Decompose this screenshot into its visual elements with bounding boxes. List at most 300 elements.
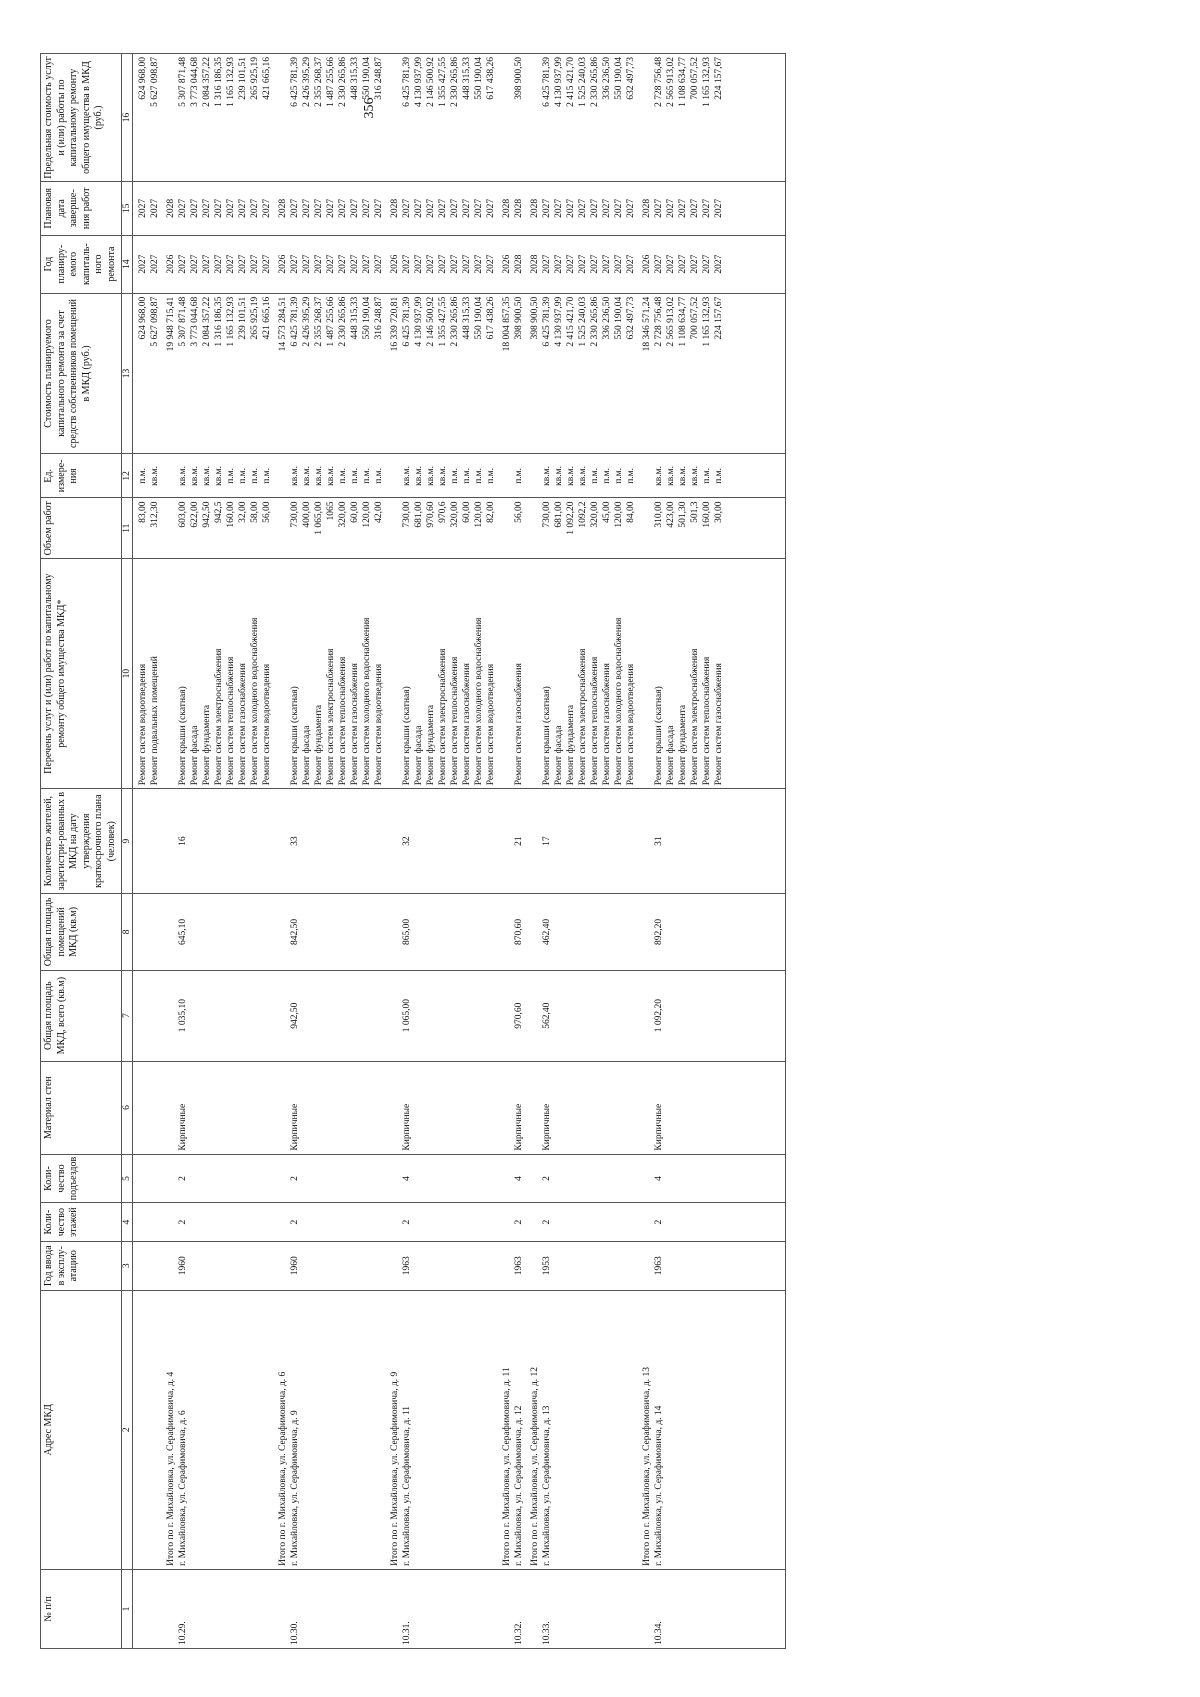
work-cost: 700 057,52 [690,296,700,340]
max-cost: 5 627 098,87 [150,57,160,107]
work-volume: 681,00 [414,501,424,528]
work-unit: кв.м. [554,465,564,486]
work-volume: 312,30 [150,501,160,528]
work-cost: 6 425 781,39 [402,296,412,347]
work-year-cell [385,235,497,293]
work-year: 2027 [566,254,576,274]
total-label: Итого по г. Михайловка, ул. Серафимовича, д. 9 [390,1371,400,1566]
entrances: 4 [654,1176,664,1181]
work-unit: п.м. [486,467,496,484]
work-volume: 56,00 [262,501,272,523]
spacer [165,1206,177,1237]
work-volume: 1092,2 [578,501,588,528]
entrances-cell [273,1154,385,1203]
work-cost: 550 190,04 [362,296,372,340]
year-built-cell [385,1241,497,1290]
work-end: 2027 [326,198,336,218]
wall-material-cell [497,1061,525,1154]
work-item: Ремонт крыши (скатная) [542,686,552,786]
entrances-cell [385,1154,497,1203]
work-cost-cell [273,293,385,454]
wall-material: Кирпичные [178,1103,188,1151]
work-item: Ремонт систем теплоснабжения [338,656,348,786]
work-year: 2027 [678,254,688,274]
work-item: Ремонт систем холодного водоснабжения [362,617,372,786]
work-cost: 5 627 098,87 [150,296,160,347]
floors-cell [385,1203,497,1241]
area-premises-cell [637,894,725,971]
entrances: 4 [402,1176,412,1181]
empty-cell [725,789,786,894]
work-item: Ремонт систем холодного водоснабжения [474,617,484,786]
max-cost: 1 525 240,03 [578,57,588,107]
work-volume-cell [525,498,637,558]
year-built-cell [273,1241,385,1290]
empty-cell [725,293,786,454]
work-year: 2027 [138,254,148,274]
area-premises: 865,00 [402,918,412,945]
max-cost: 2 084 357,22 [202,57,212,107]
work-end: 2027 [178,198,188,218]
total-year: 2026 [642,254,652,274]
work-item-cell [161,558,273,788]
area-total-cell [385,970,497,1061]
residents: 31 [654,836,664,846]
spacer [277,1065,289,1151]
spacer [641,457,653,494]
max-cost: 4 130 937,99 [554,57,564,107]
header-entrances: Коли-чество подъездов [41,1154,122,1203]
column-number-row [121,54,132,1649]
work-unit-cell [497,454,525,498]
residents: 32 [402,836,412,846]
total-cost: 14 573 284,51 [278,296,288,352]
floors-cell [497,1203,525,1241]
entrances: 2 [290,1176,300,1181]
residents-cell [273,789,385,894]
work-item: Ремонт систем электроснабжения [438,648,448,786]
work-cost-cell [385,293,497,454]
work-unit: кв.м. [402,465,412,486]
work-cost-cell [161,293,273,454]
header-area-premises: Общая площадь помещений МКД (кв.м) [41,894,122,971]
empty-cell [725,894,786,971]
work-year: 2027 [414,254,424,274]
work-volume: 970,60 [426,501,436,528]
spacer [165,1065,177,1151]
work-volume: 120,00 [362,501,372,528]
spacer [529,57,541,178]
work-unit: кв.м. [202,465,212,486]
work-year: 2027 [302,254,312,274]
empty-cell [725,1290,786,1569]
work-item: Ремонт фасада [414,725,424,786]
work-cost: 2 084 357,22 [202,296,212,347]
total-label: Итого по г. Михайловка, ул. Серафимовича, д. 13 [642,1366,652,1566]
work-unit: кв.м. [666,465,676,486]
residents: 17 [542,836,552,846]
wall-material-cell [637,1061,725,1154]
work-unit: п.м. [238,467,248,484]
residents: 33 [290,836,300,846]
max-cost: 2 330 265,86 [590,57,600,107]
work-unit: кв.м. [566,465,576,486]
work-volume: 501,30 [678,501,688,528]
empty-cell [725,970,786,1061]
spacer [389,562,401,785]
max-cost: 2 330 265,86 [338,57,348,107]
spacer [165,974,177,1058]
work-item: Ремонт систем газоснабжения [602,663,612,786]
spacer [165,562,177,785]
work-unit: кв.м. [214,465,224,486]
spacer [641,974,653,1058]
header-max-cost: Предельная стоимость услуг и (или) работы по капитальному ремонту общего имущества в МКД (руб.) [41,54,122,182]
work-cost: 632 497,73 [626,296,636,340]
work-unit-cell [273,454,385,498]
year-built [137,1245,149,1287]
work-item: Ремонт крыши (скатная) [654,686,664,786]
col-number: 5 [121,1154,132,1203]
max-cost-cell [497,54,525,182]
table-end-row [725,54,786,1649]
max-cost: 2 728 756,48 [654,57,664,107]
building-row [525,54,637,1649]
area-premises: 892,20 [654,918,664,945]
spacer [277,974,289,1058]
work-item: Ремонт фасада [302,725,312,786]
work-volume: 83,00 [138,501,148,523]
work-cost: 1 165 132,93 [702,296,712,347]
work-end: 2027 [302,198,312,218]
max-cost: 316 248,87 [374,57,384,100]
spacer [165,1158,177,1200]
work-volume: 60,00 [462,501,472,523]
work-year-cell [525,235,637,293]
max-cost: 6 425 781,39 [542,57,552,107]
spacer [389,501,401,554]
work-item: Ремонт фасада [666,725,676,786]
work-volume: 942,5 [214,501,224,523]
total-end: 2028 [530,198,540,218]
total-end: 2028 [642,198,652,218]
work-unit-cell [637,454,725,498]
work-cost: 2 565 913,02 [666,296,676,347]
col-number: 11 [121,498,132,558]
work-end: 2027 [474,198,484,218]
spacer [277,1158,289,1200]
spacer [165,501,177,554]
work-volume: 30,00 [714,501,724,523]
work-unit: п.м. [462,467,472,484]
work-end-cell [133,182,162,236]
year-built-cell [133,1241,162,1290]
work-item-cell [385,558,497,788]
work-item: Ремонт систем электроснабжения [690,648,700,786]
work-cost: 2 426 395,29 [302,296,312,347]
work-unit: кв.м. [542,465,552,486]
work-cost: 1 108 634,77 [678,296,688,347]
spacer [501,1573,513,1645]
spacer [277,792,289,890]
area-total-cell [133,970,162,1061]
total-label: Итого по г. Михайловка, ул. Серафимовича, д. 11 [502,1367,512,1566]
spacer [529,562,541,785]
max-cost: 1 316 186,35 [214,57,224,107]
work-unit: п.м. [362,467,372,484]
max-cost: 265 925,19 [250,57,260,100]
spacer [277,1206,289,1237]
work-year: 2027 [374,254,384,274]
spacer [389,897,401,967]
total-cost: 18 004 857,35 [502,296,512,352]
floors-cell [161,1203,273,1241]
entrances-cell [497,1154,525,1203]
total-year: 2026 [390,254,400,274]
area-total: 1 035,10 [178,999,188,1033]
work-unit: п.м. [374,467,384,484]
spacer [165,57,177,178]
wall-material: Кирпичные [654,1103,664,1151]
work-year: 2027 [578,254,588,274]
work-cost: 2 728 756,48 [654,296,664,347]
work-year: 2027 [250,254,260,274]
work-item: Ремонт систем теплоснабжения [702,656,712,786]
col-number: 4 [121,1203,132,1241]
work-cost: 265 925,19 [250,296,260,340]
work-year: 2027 [290,254,300,274]
work-end: 2027 [450,198,460,218]
work-cost-cell [637,293,725,454]
header-wall: Материал стен [41,1061,122,1154]
area-total: 1 092,20 [654,999,664,1033]
entrances-cell [133,1154,162,1203]
building-row [637,54,725,1649]
row-number-cell [385,1569,497,1648]
area-total: 562,40 [542,1002,552,1029]
spacer [389,974,401,1058]
address-cell [525,1290,637,1569]
spacer [641,1158,653,1200]
work-end: 2027 [262,198,272,218]
work-unit: кв.м. [314,465,324,486]
max-cost: 398 900,50 [514,57,524,100]
work-cost: 1 165 132,93 [226,296,236,347]
work-unit: кв.м. [426,465,436,486]
spacer [277,1573,289,1645]
work-year: 2027 [554,254,564,274]
work-year: 2027 [150,254,160,274]
empty-cell [725,182,786,236]
work-unit: п.м. [350,467,360,484]
work-unit: п.м. [474,467,484,484]
area-premises: 870,60 [514,918,524,945]
year-built: 1963 [654,1256,664,1276]
spacer [529,1206,541,1237]
spacer [641,897,653,967]
wall-material-cell [525,1061,637,1154]
work-cost: 617 438,26 [486,296,496,340]
work-year: 2027 [626,254,636,274]
work-end: 2027 [602,198,612,218]
work-year: 2027 [238,254,248,274]
work-item-cell [133,558,162,788]
work-unit: кв.м. [438,465,448,486]
spacer [501,501,513,554]
work-volume: 120,00 [614,501,624,528]
max-cost: 700 057,52 [690,57,700,100]
work-volume: 320,00 [338,501,348,528]
work-volume-cell [273,498,385,558]
work-end: 2027 [578,198,588,218]
work-end: 2027 [350,198,360,218]
work-item: Ремонт фундамента [426,704,436,786]
work-item: Ремонт систем водоотведения [138,663,148,786]
work-cost: 6 425 781,39 [290,296,300,347]
work-volume-cell [497,498,525,558]
work-item: Ремонт фундамента [202,704,212,786]
wall-material: Кирпичные [290,1103,300,1151]
work-item: Ремонт крыши (скатная) [402,686,412,786]
work-end: 2027 [426,198,436,218]
work-cost: 2 415 421,70 [566,296,576,347]
work-year: 2027 [438,254,448,274]
work-cost-cell [497,293,525,454]
total-end: 2028 [502,198,512,218]
building-row [273,54,385,1649]
total-cost: 18 346 571,24 [642,296,652,352]
work-volume: 1065 [326,501,336,521]
address-cell [637,1290,725,1569]
max-cost: 550 190,04 [362,57,372,100]
total-cost: 19 948 715,41 [166,296,176,352]
work-volume: 320,00 [450,501,460,528]
work-unit: кв.м. [690,465,700,486]
work-cost: 316 248,87 [374,296,384,340]
work-unit: п.м. [250,467,260,484]
work-end: 2027 [462,198,472,218]
header-volume: Объем работ [41,498,122,558]
work-item: Ремонт фундамента [566,704,576,786]
header-num: № п/п [41,1569,122,1648]
floors: 2 [542,1219,552,1225]
work-year: 2027 [714,254,724,274]
area-total: 942,50 [290,1002,300,1029]
work-end: 2027 [666,198,676,218]
spacer [641,562,653,785]
total-end: 2028 [278,198,288,218]
capital-repair-plan-table [40,53,1154,1649]
floors [137,1206,149,1237]
total-label: Итого по г. Михайловка, ул. Серафимовича, д. 4 [166,1371,176,1566]
floors: 2 [290,1219,300,1225]
spacer [389,1206,401,1237]
spacer [529,897,541,967]
total-year: 2028 [530,254,540,274]
spacer [277,562,289,785]
work-volume: 84,00 [626,501,636,523]
spacer [277,57,289,178]
address: г. Михайловка, ул. Серафимовича, д. 9 [290,1410,300,1566]
empty-cell [725,498,786,558]
work-year: 2027 [702,254,712,274]
work-end: 2027 [250,198,260,218]
row-number: 10.29. [178,1621,188,1645]
year-built: 1960 [178,1256,188,1276]
work-item: Ремонт систем электроснабжения [214,648,224,786]
total-cost: 398 900,50 [530,296,540,340]
empty-cell [725,558,786,788]
work-cost: 1 355 427,55 [438,296,448,347]
col-number: 12 [121,454,132,498]
work-year: 2027 [214,254,224,274]
col-number: 14 [121,235,132,293]
work-cost: 2 330 265,86 [590,296,600,347]
max-cost: 2 330 265,86 [450,57,460,107]
work-end: 2027 [614,198,624,218]
work-volume: 56,00 [514,501,524,523]
work-item: Ремонт систем газоснабжения [462,663,472,786]
work-item: Ремонт систем водоотведения [374,663,384,786]
area-total-cell [161,970,273,1061]
row-number-cell [525,1569,637,1648]
work-volume: 32,00 [238,501,248,523]
area-premises-cell [133,894,162,971]
floors-cell [525,1203,637,1241]
work-end-cell [497,182,525,236]
work-item: Ремонт фасада [190,725,200,786]
wall-material-cell [133,1061,162,1154]
work-end-cell [637,182,725,236]
work-item: Ремонт систем электроснабжения [326,648,336,786]
col-number: 16 [121,54,132,182]
work-cost: 336 236,50 [602,296,612,340]
work-end: 2027 [542,198,552,218]
empty-cell [725,54,786,182]
entrances: 2 [542,1176,552,1181]
work-unit: п.м. [626,467,636,484]
work-unit: кв.м. [178,465,188,486]
work-year: 2027 [338,254,348,274]
work-end: 2027 [314,198,324,218]
address-cell [133,1290,162,1569]
building-row [385,54,497,1649]
spacer [277,1245,289,1287]
work-volume: 681,00 [554,501,564,528]
spacer [529,792,541,890]
work-item: Ремонт фундамента [314,704,324,786]
total-cost: 16 339 720,81 [390,296,400,352]
work-item: Ремонт систем газоснабжения [714,663,724,786]
max-cost: 4 130 937,99 [414,57,424,107]
work-cost: 550 190,04 [474,296,484,340]
work-volume: 400,00 [302,501,312,528]
work-end: 2027 [414,198,424,218]
address: г. Михайловка, ул. Серафимовича, д. 12 [514,1405,524,1566]
work-end: 2027 [150,198,160,218]
floors: 2 [402,1219,412,1225]
work-item-cell [273,558,385,788]
entrances-cell [161,1154,273,1203]
area-total: 970,60 [514,1002,524,1029]
work-end: 2027 [338,198,348,218]
area-total-cell [525,970,637,1061]
max-cost: 2 355 268,37 [314,57,324,107]
work-volume: 58,00 [250,501,260,523]
spacer [389,1065,401,1151]
work-unit: п.м. [138,467,148,484]
row-number: 10.30. [290,1621,300,1645]
